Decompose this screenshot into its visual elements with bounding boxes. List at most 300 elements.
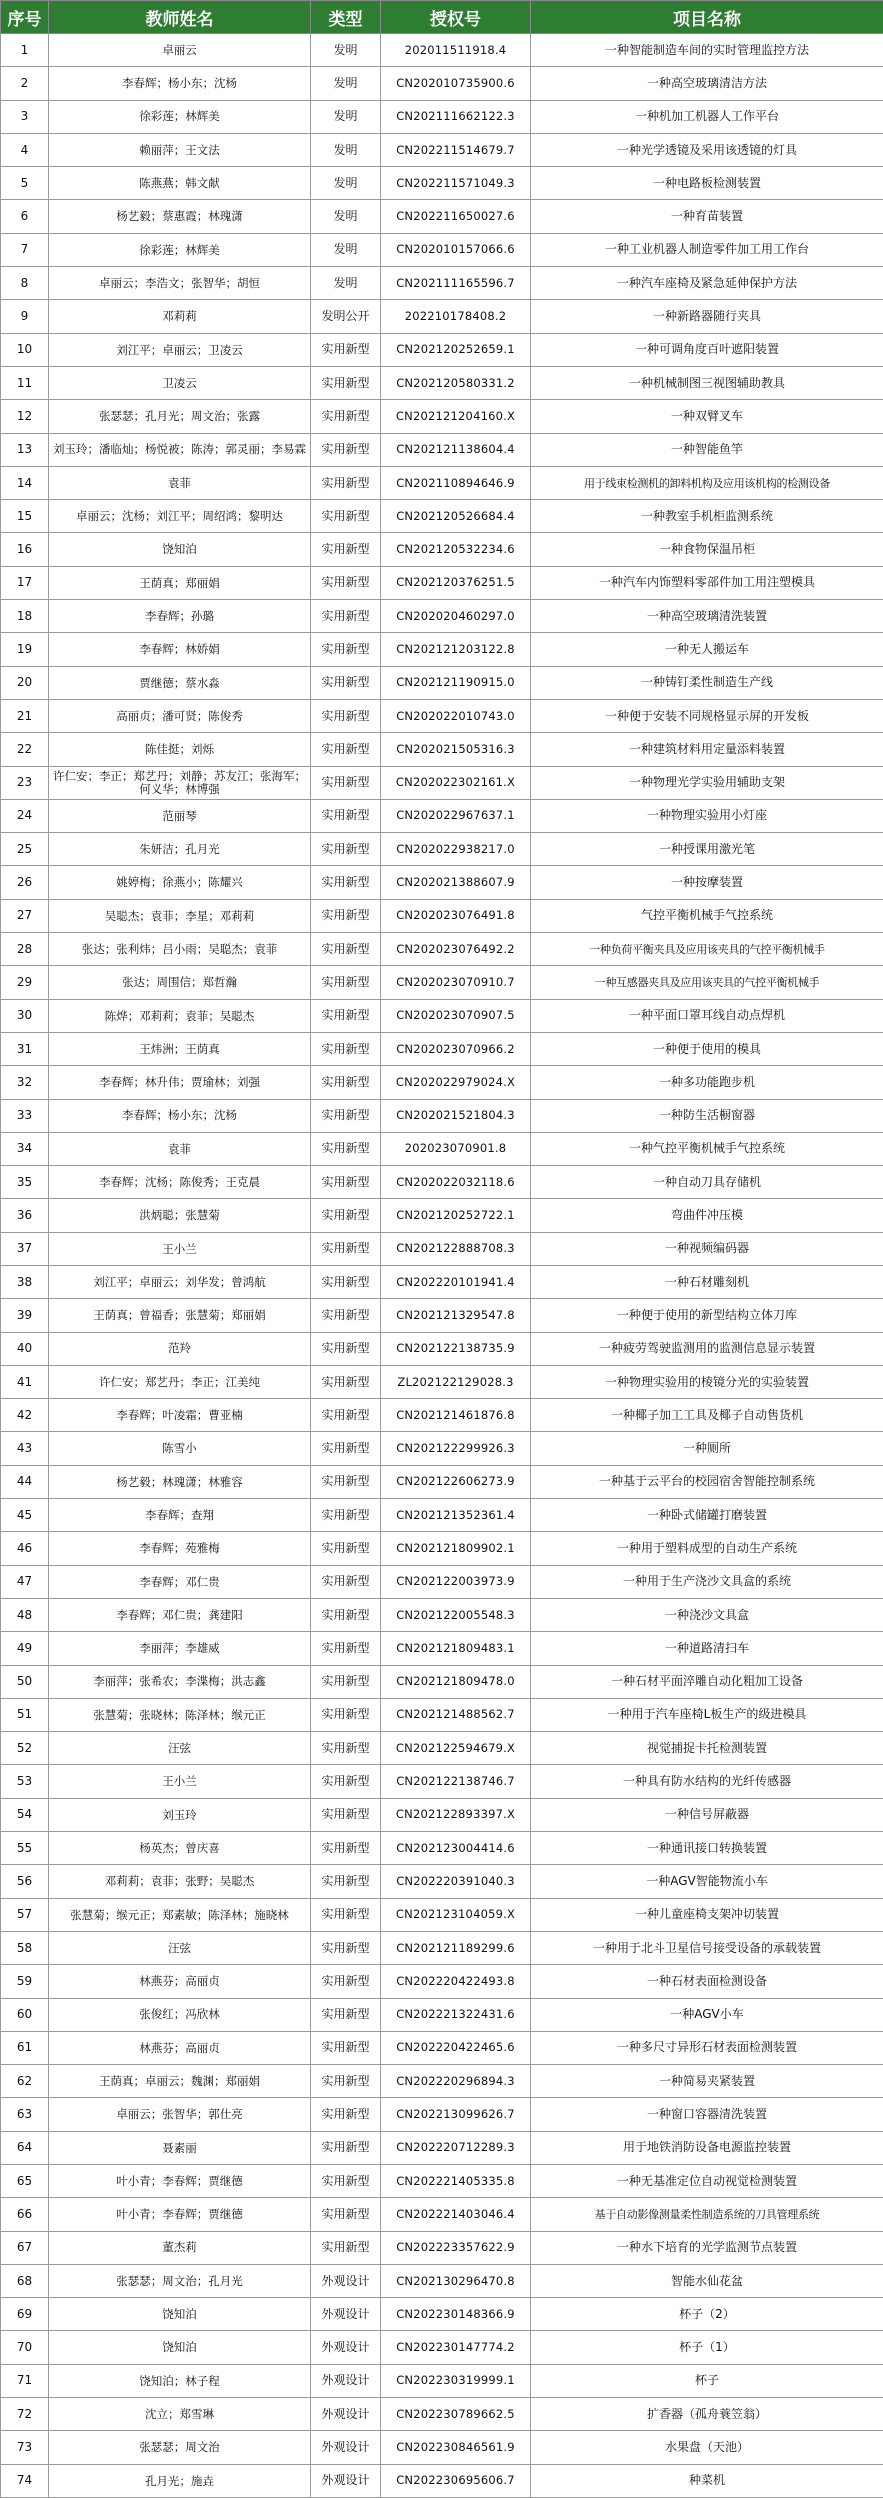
cell-project-name[interactable]: 一种气控平衡机械手气控系统 [531, 1132, 883, 1165]
header-type[interactable]: 类型 [311, 1, 381, 34]
cell-type[interactable]: 实用新型 [311, 833, 381, 866]
cell-authorization-number[interactable]: CN202213099626.7 [381, 2098, 531, 2131]
cell-authorization-number[interactable]: CN202221322431.6 [381, 1998, 531, 2031]
cell-authorization-number[interactable]: CN202211650027.6 [381, 200, 531, 233]
cell-teacher-names[interactable]: 刘江平；卓丽云；卫凌云 [49, 333, 311, 366]
cell-type[interactable]: 外观设计 [311, 2398, 381, 2431]
cell-authorization-number[interactable]: CN202122138746.7 [381, 1765, 531, 1798]
cell-teacher-names[interactable]: 刘玉玲 [49, 1798, 311, 1831]
cell-teacher-names[interactable]: 李春辉；叶凌霜；曹亚楠 [49, 1399, 311, 1432]
cell-teacher-names[interactable]: 卓丽云；张智华；郭仕亮 [49, 2098, 311, 2131]
cell-type[interactable]: 发明 [311, 167, 381, 200]
cell-authorization-number[interactable]: CN202021521804.3 [381, 1099, 531, 1132]
cell-teacher-names[interactable]: 卫凌云 [49, 366, 311, 399]
cell-teacher-names[interactable]: 徐彩莲；林辉美 [49, 233, 311, 266]
cell-project-name[interactable]: 一种用于汽车座椅L板生产的级进模具 [531, 1698, 883, 1731]
cell-project-name[interactable]: 用于地铁消防设备电源监控装置 [531, 2131, 883, 2164]
cell-authorization-number[interactable]: CN202121809478.0 [381, 1665, 531, 1698]
cell-authorization-number[interactable]: CN202211514679.7 [381, 133, 531, 166]
cell-index[interactable]: 63 [1, 2098, 49, 2131]
cell-project-name[interactable]: 一种物理光学实验用辅助支架 [531, 766, 883, 799]
cell-project-name[interactable]: 一种便于使用的新型结构立体刀库 [531, 1299, 883, 1332]
cell-teacher-names[interactable]: 洪炳聪；张慧菊 [49, 1199, 311, 1232]
cell-authorization-number[interactable]: CN202120526684.4 [381, 500, 531, 533]
cell-type[interactable]: 实用新型 [311, 2065, 381, 2098]
cell-index[interactable]: 24 [1, 799, 49, 832]
cell-authorization-number[interactable]: CN202122138735.9 [381, 1332, 531, 1365]
cell-project-name[interactable]: 一种水下培育的光学监测节点装置 [531, 2231, 883, 2264]
cell-project-name[interactable]: 杯子（1） [531, 2331, 883, 2364]
cell-index[interactable]: 23 [1, 766, 49, 799]
cell-authorization-number[interactable]: CN202023076491.8 [381, 899, 531, 932]
cell-teacher-names[interactable]: 范羚 [49, 1332, 311, 1365]
cell-index[interactable]: 33 [1, 1099, 49, 1132]
cell-teacher-names[interactable]: 李春辉；邓仁贵 [49, 1565, 311, 1598]
cell-index[interactable]: 20 [1, 666, 49, 699]
cell-type[interactable]: 实用新型 [311, 1532, 381, 1565]
cell-authorization-number[interactable]: CN202223357622.9 [381, 2231, 531, 2264]
cell-project-name[interactable]: 一种用于塑料成型的自动生产系统 [531, 1532, 883, 1565]
cell-index[interactable]: 59 [1, 1965, 49, 1998]
cell-authorization-number[interactable]: CN202120532234.6 [381, 533, 531, 566]
cell-teacher-names[interactable]: 许仁安；李正；郑艺丹；刘静；苏友江；张海军；何义华；林博强 [49, 766, 311, 799]
cell-index[interactable]: 65 [1, 2165, 49, 2198]
cell-authorization-number[interactable]: CN202121461876.8 [381, 1399, 531, 1432]
cell-project-name[interactable]: 一种智能鱼竿 [531, 433, 883, 466]
cell-type[interactable]: 实用新型 [311, 1066, 381, 1099]
cell-index[interactable]: 67 [1, 2231, 49, 2264]
cell-index[interactable]: 17 [1, 566, 49, 599]
cell-project-name[interactable]: 一种具有防水结构的光纤传感器 [531, 1765, 883, 1798]
cell-type[interactable]: 发明 [311, 133, 381, 166]
cell-project-name[interactable]: 一种AGV小车 [531, 1998, 883, 2031]
cell-authorization-number[interactable]: CN202022979024.X [381, 1066, 531, 1099]
cell-type[interactable]: 实用新型 [311, 1399, 381, 1432]
cell-teacher-names[interactable]: 饶知泊 [49, 2298, 311, 2331]
cell-project-name[interactable]: 一种物理实验用小灯座 [531, 799, 883, 832]
cell-index[interactable]: 19 [1, 633, 49, 666]
cell-project-name[interactable]: 一种道路清扫车 [531, 1632, 883, 1665]
cell-index[interactable]: 41 [1, 1365, 49, 1398]
cell-authorization-number[interactable]: CN202122005548.3 [381, 1598, 531, 1631]
cell-authorization-number[interactable]: CN202121329547.8 [381, 1299, 531, 1332]
cell-project-name[interactable]: 杯子（2） [531, 2298, 883, 2331]
cell-teacher-names[interactable]: 林燕芬；高丽贞 [49, 1965, 311, 1998]
cell-index[interactable]: 58 [1, 1931, 49, 1964]
cell-authorization-number[interactable]: CN202122606273.9 [381, 1465, 531, 1498]
cell-teacher-names[interactable]: 吴聪杰；袁菲；李星；邓莉莉 [49, 899, 311, 932]
cell-index[interactable]: 45 [1, 1499, 49, 1532]
cell-authorization-number[interactable]: CN202121809483.1 [381, 1632, 531, 1665]
cell-project-name[interactable]: 一种新路器随行夹具 [531, 300, 883, 333]
header-authorization-number[interactable]: 授权号 [381, 1, 531, 34]
header-teacher-names[interactable]: 教师姓名 [49, 1, 311, 34]
cell-teacher-names[interactable]: 沈立；郑雪琳 [49, 2398, 311, 2431]
cell-type[interactable]: 实用新型 [311, 1965, 381, 1998]
cell-project-name[interactable]: 一种便于安装不同规格显示屏的开发板 [531, 699, 883, 732]
cell-index[interactable]: 34 [1, 1132, 49, 1165]
cell-authorization-number[interactable]: CN202010735900.6 [381, 67, 531, 100]
cell-project-name[interactable]: 一种自动刀具存储机 [531, 1166, 883, 1199]
cell-authorization-number[interactable]: ZL202122129028.3 [381, 1365, 531, 1398]
cell-teacher-names[interactable]: 朱妍洁；孔月光 [49, 833, 311, 866]
cell-index[interactable]: 27 [1, 899, 49, 932]
cell-project-name[interactable]: 一种卧式储罐打磨装置 [531, 1499, 883, 1532]
cell-project-name[interactable]: 一种负荷平衡夹具及应用该夹具的气控平衡机械手 [531, 933, 883, 966]
header-project-name[interactable]: 项目名称 [531, 1, 883, 34]
cell-index[interactable]: 2 [1, 67, 49, 100]
cell-teacher-names[interactable]: 陈燕燕；韩文献 [49, 167, 311, 200]
cell-index[interactable]: 4 [1, 133, 49, 166]
cell-index[interactable]: 31 [1, 1032, 49, 1065]
cell-authorization-number[interactable]: CN202022967637.1 [381, 799, 531, 832]
cell-project-name[interactable]: 一种智能制造车间的实时管理监控方法 [531, 34, 883, 67]
cell-teacher-names[interactable]: 高丽贞；潘可贤；陈俊秀 [49, 699, 311, 732]
cell-authorization-number[interactable]: CN202022302161.X [381, 766, 531, 799]
cell-project-name[interactable]: 一种用于生产浇沙文具盒的系统 [531, 1565, 883, 1598]
cell-project-name[interactable]: 智能水仙花盆 [531, 2264, 883, 2297]
cell-teacher-names[interactable]: 叶小青；李春辉；贾继德 [49, 2198, 311, 2231]
cell-project-name[interactable]: 一种教室手机柜监测系统 [531, 500, 883, 533]
cell-authorization-number[interactable]: 202023070901.8 [381, 1132, 531, 1165]
cell-teacher-names[interactable]: 刘玉玲；潘临灿；杨悦被；陈涛；郭灵丽；李易霖 [49, 433, 311, 466]
cell-authorization-number[interactable]: CN202211571049.3 [381, 167, 531, 200]
cell-teacher-names[interactable]: 贾继德；蔡水淼 [49, 666, 311, 699]
cell-project-name[interactable]: 一种简易夹紧装置 [531, 2065, 883, 2098]
cell-authorization-number[interactable]: CN202111662122.3 [381, 100, 531, 133]
cell-authorization-number[interactable]: CN202022032118.6 [381, 1166, 531, 1199]
cell-project-name[interactable]: 一种多尺寸异形石材表面检测装置 [531, 2031, 883, 2064]
cell-teacher-names[interactable]: 姚婷梅；徐燕小；陈耀兴 [49, 866, 311, 899]
cell-authorization-number[interactable]: CN202022938217.0 [381, 833, 531, 866]
cell-index[interactable]: 29 [1, 966, 49, 999]
cell-index[interactable]: 6 [1, 200, 49, 233]
cell-project-name[interactable]: 一种浇沙文具盒 [531, 1598, 883, 1631]
cell-teacher-names[interactable]: 汪弦 [49, 1732, 311, 1765]
cell-project-name[interactable]: 水果盘（天池） [531, 2431, 883, 2464]
cell-type[interactable]: 发明 [311, 34, 381, 67]
cell-authorization-number[interactable]: CN202110894646.9 [381, 466, 531, 499]
cell-teacher-names[interactable]: 张慧菊；张晓林；陈泽林；缑元正 [49, 1698, 311, 1731]
cell-index[interactable]: 38 [1, 1265, 49, 1298]
cell-project-name[interactable]: 一种疲劳驾驶监测用的监测信息显示装置 [531, 1332, 883, 1365]
cell-project-name[interactable]: 扩香器（孤舟蓑笠翁） [531, 2398, 883, 2431]
cell-project-name[interactable]: 一种建筑材料用定量添料装置 [531, 733, 883, 766]
cell-teacher-names[interactable]: 张慧菊；缑元正；郑素敏；陈泽林；施晓林 [49, 1898, 311, 1931]
cell-index[interactable]: 22 [1, 733, 49, 766]
cell-authorization-number[interactable]: CN202023076492.2 [381, 933, 531, 966]
cell-authorization-number[interactable]: CN202130296470.8 [381, 2264, 531, 2297]
cell-type[interactable]: 发明 [311, 200, 381, 233]
cell-type[interactable]: 外观设计 [311, 2331, 381, 2364]
cell-index[interactable]: 5 [1, 167, 49, 200]
cell-teacher-names[interactable]: 陈佳挺；刘烁 [49, 733, 311, 766]
cell-teacher-names[interactable]: 刘江平；卓丽云；刘华发；曾鸿航 [49, 1265, 311, 1298]
cell-type[interactable]: 实用新型 [311, 1199, 381, 1232]
cell-project-name[interactable]: 一种按摩装置 [531, 866, 883, 899]
cell-index[interactable]: 53 [1, 1765, 49, 1798]
cell-index[interactable]: 44 [1, 1465, 49, 1498]
cell-authorization-number[interactable]: CN202023070907.5 [381, 999, 531, 1032]
cell-type[interactable]: 实用新型 [311, 1665, 381, 1698]
cell-project-name[interactable]: 基于自动影像测量柔性制造系统的刀具管理系统 [531, 2198, 883, 2231]
cell-type[interactable]: 发明 [311, 267, 381, 300]
cell-teacher-names[interactable]: 王荫真；卓丽云；魏渊；郑丽娟 [49, 2065, 311, 2098]
cell-type[interactable]: 实用新型 [311, 333, 381, 366]
cell-project-name[interactable]: 一种儿童座椅支架冲切装置 [531, 1898, 883, 1931]
cell-type[interactable]: 实用新型 [311, 633, 381, 666]
cell-authorization-number[interactable]: CN202120252722.1 [381, 1199, 531, 1232]
cell-teacher-names[interactable]: 卓丽云 [49, 34, 311, 67]
cell-index[interactable]: 3 [1, 100, 49, 133]
cell-index[interactable]: 32 [1, 1066, 49, 1099]
cell-type[interactable]: 实用新型 [311, 2231, 381, 2264]
cell-authorization-number[interactable]: CN202121488562.7 [381, 1698, 531, 1731]
cell-teacher-names[interactable]: 李春辉；杨小东；沈杨 [49, 1099, 311, 1132]
cell-teacher-names[interactable]: 张俊红；冯欣林 [49, 1998, 311, 2031]
cell-type[interactable]: 实用新型 [311, 1598, 381, 1631]
cell-project-name[interactable]: 杯子 [531, 2364, 883, 2397]
cell-project-name[interactable]: 种菜机 [531, 2464, 883, 2497]
cell-type[interactable]: 发明公开 [311, 300, 381, 333]
cell-type[interactable]: 实用新型 [311, 1732, 381, 1765]
cell-project-name[interactable]: 一种铸钉柔性制造生产线 [531, 666, 883, 699]
cell-project-name[interactable]: 一种电路板检测装置 [531, 167, 883, 200]
cell-project-name[interactable]: 一种厕所 [531, 1432, 883, 1465]
cell-type[interactable]: 实用新型 [311, 799, 381, 832]
cell-project-name[interactable]: 一种防生活橱窗器 [531, 1099, 883, 1132]
cell-teacher-names[interactable]: 张达；周围信；郑哲瀚 [49, 966, 311, 999]
cell-teacher-names[interactable]: 王荫真；曾福香；张慧菊；郑丽娟 [49, 1299, 311, 1332]
cell-teacher-names[interactable]: 李春辉；苑雅梅 [49, 1532, 311, 1565]
cell-type[interactable]: 实用新型 [311, 733, 381, 766]
cell-teacher-names[interactable]: 陈雪小 [49, 1432, 311, 1465]
cell-teacher-names[interactable]: 杨英杰；曾庆喜 [49, 1832, 311, 1865]
cell-project-name[interactable]: 一种基于云平台的校园宿舍智能控制系统 [531, 1465, 883, 1498]
cell-type[interactable]: 实用新型 [311, 899, 381, 932]
cell-teacher-names[interactable]: 杨艺毅；林瑰潇；林雅容 [49, 1465, 311, 1498]
cell-project-name[interactable]: 一种石材表面检测设备 [531, 1965, 883, 1998]
cell-index[interactable]: 9 [1, 300, 49, 333]
cell-index[interactable]: 40 [1, 1332, 49, 1365]
cell-index[interactable]: 57 [1, 1898, 49, 1931]
cell-type[interactable]: 外观设计 [311, 2464, 381, 2497]
cell-authorization-number[interactable]: CN202021388607.9 [381, 866, 531, 899]
cell-teacher-names[interactable]: 张瑟瑟；周文治 [49, 2431, 311, 2464]
cell-type[interactable]: 实用新型 [311, 1632, 381, 1665]
cell-index[interactable]: 39 [1, 1299, 49, 1332]
cell-project-name[interactable]: 一种双臂叉车 [531, 400, 883, 433]
cell-authorization-number[interactable]: CN202123104059.X [381, 1898, 531, 1931]
cell-authorization-number[interactable]: CN202120376251.5 [381, 566, 531, 599]
cell-type[interactable]: 实用新型 [311, 1499, 381, 1532]
cell-teacher-names[interactable]: 李春辉；邓仁贵；龚建阳 [49, 1598, 311, 1631]
cell-index[interactable]: 14 [1, 466, 49, 499]
cell-index[interactable]: 25 [1, 833, 49, 866]
cell-project-name[interactable]: 一种汽车内饰塑料零部件加工用注塑模具 [531, 566, 883, 599]
cell-type[interactable]: 实用新型 [311, 1765, 381, 1798]
cell-authorization-number[interactable]: CN202121809902.1 [381, 1532, 531, 1565]
cell-index[interactable]: 10 [1, 333, 49, 366]
cell-project-name[interactable]: 一种机械制图三视图辅助教具 [531, 366, 883, 399]
cell-type[interactable]: 实用新型 [311, 2098, 381, 2131]
cell-project-name[interactable]: 一种汽车座椅及紧急延伸保护方法 [531, 267, 883, 300]
cell-type[interactable]: 实用新型 [311, 1365, 381, 1398]
cell-teacher-names[interactable]: 饶知泊；林子程 [49, 2364, 311, 2397]
cell-type[interactable]: 实用新型 [311, 2165, 381, 2198]
cell-authorization-number[interactable]: CN202221405335.8 [381, 2165, 531, 2198]
cell-project-name[interactable]: 一种授课用激光笔 [531, 833, 883, 866]
cell-index[interactable]: 66 [1, 2198, 49, 2231]
cell-teacher-names[interactable]: 李丽萍；李雄威 [49, 1632, 311, 1665]
cell-type[interactable]: 实用新型 [311, 966, 381, 999]
cell-teacher-names[interactable]: 袁菲 [49, 466, 311, 499]
cell-index[interactable]: 16 [1, 533, 49, 566]
cell-teacher-names[interactable]: 邓莉莉；袁菲；张野；吴聪杰 [49, 1865, 311, 1898]
cell-authorization-number[interactable]: CN202230789662.5 [381, 2398, 531, 2431]
cell-teacher-names[interactable]: 李春辉；查翔 [49, 1499, 311, 1532]
cell-index[interactable]: 50 [1, 1665, 49, 1698]
cell-project-name[interactable]: 一种信号屏蔽器 [531, 1798, 883, 1831]
cell-project-name[interactable]: 一种光学透镜及采用该透镜的灯具 [531, 133, 883, 166]
cell-authorization-number[interactable]: CN202121204160.X [381, 400, 531, 433]
cell-type[interactable]: 外观设计 [311, 2298, 381, 2331]
cell-project-name[interactable]: 一种可调角度百叶遮阳装置 [531, 333, 883, 366]
cell-teacher-names[interactable]: 汪弦 [49, 1931, 311, 1964]
cell-index[interactable]: 8 [1, 267, 49, 300]
cell-index[interactable]: 42 [1, 1399, 49, 1432]
cell-authorization-number[interactable]: CN202230695606.7 [381, 2464, 531, 2497]
cell-type[interactable]: 实用新型 [311, 1998, 381, 2031]
cell-teacher-names[interactable]: 叶小青；李春辉；贾继德 [49, 2165, 311, 2198]
cell-type[interactable]: 发明 [311, 233, 381, 266]
cell-project-name[interactable]: 一种育苗装置 [531, 200, 883, 233]
cell-authorization-number[interactable]: 202011511918.4 [381, 34, 531, 67]
cell-teacher-names[interactable]: 李春辉；孙璐 [49, 600, 311, 633]
header-index[interactable]: 序号 [1, 1, 49, 34]
cell-project-name[interactable]: 一种椰子加工工具及椰子自动售货机 [531, 1399, 883, 1432]
cell-authorization-number[interactable]: CN202122003973.9 [381, 1565, 531, 1598]
cell-teacher-names[interactable]: 张瑟瑟；孔月光；周文治；张露 [49, 400, 311, 433]
cell-type[interactable]: 实用新型 [311, 600, 381, 633]
cell-index[interactable]: 37 [1, 1232, 49, 1265]
cell-type[interactable]: 实用新型 [311, 533, 381, 566]
cell-index[interactable]: 36 [1, 1199, 49, 1232]
cell-teacher-names[interactable]: 陈烨；邓莉莉；袁菲；吴聪杰 [49, 999, 311, 1032]
cell-authorization-number[interactable]: CN202120252659.1 [381, 333, 531, 366]
cell-type[interactable]: 实用新型 [311, 1132, 381, 1165]
cell-type[interactable]: 实用新型 [311, 566, 381, 599]
cell-index[interactable]: 49 [1, 1632, 49, 1665]
cell-teacher-names[interactable]: 袁菲 [49, 1132, 311, 1165]
cell-type[interactable]: 外观设计 [311, 2264, 381, 2297]
cell-project-name[interactable]: 一种窗口容器清洗装置 [531, 2098, 883, 2131]
cell-type[interactable]: 实用新型 [311, 400, 381, 433]
cell-authorization-number[interactable]: CN202121189299.6 [381, 1931, 531, 1964]
cell-authorization-number[interactable]: CN202023070966.2 [381, 1032, 531, 1065]
cell-authorization-number[interactable]: CN202221403046.4 [381, 2198, 531, 2231]
cell-teacher-names[interactable]: 赖丽萍；王文法 [49, 133, 311, 166]
cell-type[interactable]: 实用新型 [311, 1099, 381, 1132]
cell-teacher-names[interactable]: 李春辉；杨小东；沈杨 [49, 67, 311, 100]
cell-type[interactable]: 实用新型 [311, 1931, 381, 1964]
cell-authorization-number[interactable]: CN202230846561.9 [381, 2431, 531, 2464]
cell-project-name[interactable]: 一种高空玻璃清洗装置 [531, 600, 883, 633]
cell-project-name[interactable]: 一种石材雕刻机 [531, 1265, 883, 1298]
cell-project-name[interactable]: 一种工业机器人制造零件加工用工作台 [531, 233, 883, 266]
cell-teacher-names[interactable]: 李丽萍；张希农；李渫梅；洪志鑫 [49, 1665, 311, 1698]
cell-type[interactable]: 实用新型 [311, 1798, 381, 1831]
cell-type[interactable]: 实用新型 [311, 500, 381, 533]
cell-authorization-number[interactable]: CN202023070910.7 [381, 966, 531, 999]
cell-teacher-names[interactable]: 王炜洲；王荫真 [49, 1032, 311, 1065]
cell-index[interactable]: 64 [1, 2131, 49, 2164]
cell-teacher-names[interactable]: 徐彩莲；林辉美 [49, 100, 311, 133]
cell-project-name[interactable]: 视觉捕捉卡托检测装置 [531, 1732, 883, 1765]
cell-authorization-number[interactable]: CN202123004414.6 [381, 1832, 531, 1865]
cell-type[interactable]: 外观设计 [311, 2431, 381, 2464]
cell-type[interactable]: 发明 [311, 100, 381, 133]
cell-type[interactable]: 实用新型 [311, 1565, 381, 1598]
cell-authorization-number[interactable]: CN202122893397.X [381, 1798, 531, 1831]
cell-teacher-names[interactable]: 张瑟瑟；周文治；孔月光 [49, 2264, 311, 2297]
cell-teacher-names[interactable]: 王荫真；郑丽娟 [49, 566, 311, 599]
cell-authorization-number[interactable]: CN202010157066.6 [381, 233, 531, 266]
cell-index[interactable]: 47 [1, 1565, 49, 1598]
cell-authorization-number[interactable]: CN202120580331.2 [381, 366, 531, 399]
cell-authorization-number[interactable]: 202210178408.2 [381, 300, 531, 333]
cell-type[interactable]: 实用新型 [311, 366, 381, 399]
cell-type[interactable]: 实用新型 [311, 666, 381, 699]
cell-teacher-names[interactable]: 李春辉；沈杨；陈俊秀；王克晨 [49, 1166, 311, 1199]
cell-index[interactable]: 54 [1, 1798, 49, 1831]
cell-authorization-number[interactable]: CN202121138604.4 [381, 433, 531, 466]
cell-teacher-names[interactable]: 卓丽云；李浩文；张智华；胡恒 [49, 267, 311, 300]
cell-teacher-names[interactable]: 张达；张利炜；吕小雨；吴聪杰；袁菲 [49, 933, 311, 966]
cell-type[interactable]: 实用新型 [311, 1698, 381, 1731]
cell-project-name[interactable]: 用于线束检测机的卸料机构及应用该机构的检测设备 [531, 466, 883, 499]
cell-type[interactable]: 实用新型 [311, 2198, 381, 2231]
cell-type[interactable]: 发明 [311, 67, 381, 100]
cell-index[interactable]: 70 [1, 2331, 49, 2364]
cell-teacher-names[interactable]: 王小兰 [49, 1765, 311, 1798]
cell-index[interactable]: 18 [1, 600, 49, 633]
cell-project-name[interactable]: 一种物理实验用的棱镜分光的实验装置 [531, 1365, 883, 1398]
cell-authorization-number[interactable]: CN202122888708.3 [381, 1232, 531, 1265]
cell-teacher-names[interactable]: 孔月光；施垚 [49, 2464, 311, 2497]
cell-teacher-names[interactable]: 董杰莉 [49, 2231, 311, 2264]
cell-authorization-number[interactable]: CN202022010743.0 [381, 699, 531, 732]
cell-index[interactable]: 13 [1, 433, 49, 466]
cell-authorization-number[interactable]: CN202230319999.1 [381, 2364, 531, 2397]
cell-type[interactable]: 实用新型 [311, 699, 381, 732]
cell-authorization-number[interactable]: CN202230147774.2 [381, 2331, 531, 2364]
cell-index[interactable]: 62 [1, 2065, 49, 2098]
cell-index[interactable]: 68 [1, 2264, 49, 2297]
cell-type[interactable]: 实用新型 [311, 2131, 381, 2164]
cell-teacher-names[interactable]: 聂素丽 [49, 2131, 311, 2164]
cell-index[interactable]: 11 [1, 366, 49, 399]
cell-authorization-number[interactable]: CN202020460297.0 [381, 600, 531, 633]
cell-index[interactable]: 12 [1, 400, 49, 433]
cell-project-name[interactable]: 一种平面口罩耳线自动点焊机 [531, 999, 883, 1032]
cell-type[interactable]: 实用新型 [311, 2031, 381, 2064]
cell-project-name[interactable]: 一种便于使用的模具 [531, 1032, 883, 1065]
cell-authorization-number[interactable]: CN202220422493.8 [381, 1965, 531, 1998]
cell-type[interactable]: 实用新型 [311, 1865, 381, 1898]
cell-type[interactable]: 实用新型 [311, 866, 381, 899]
cell-project-name[interactable]: 一种食物保温吊柜 [531, 533, 883, 566]
